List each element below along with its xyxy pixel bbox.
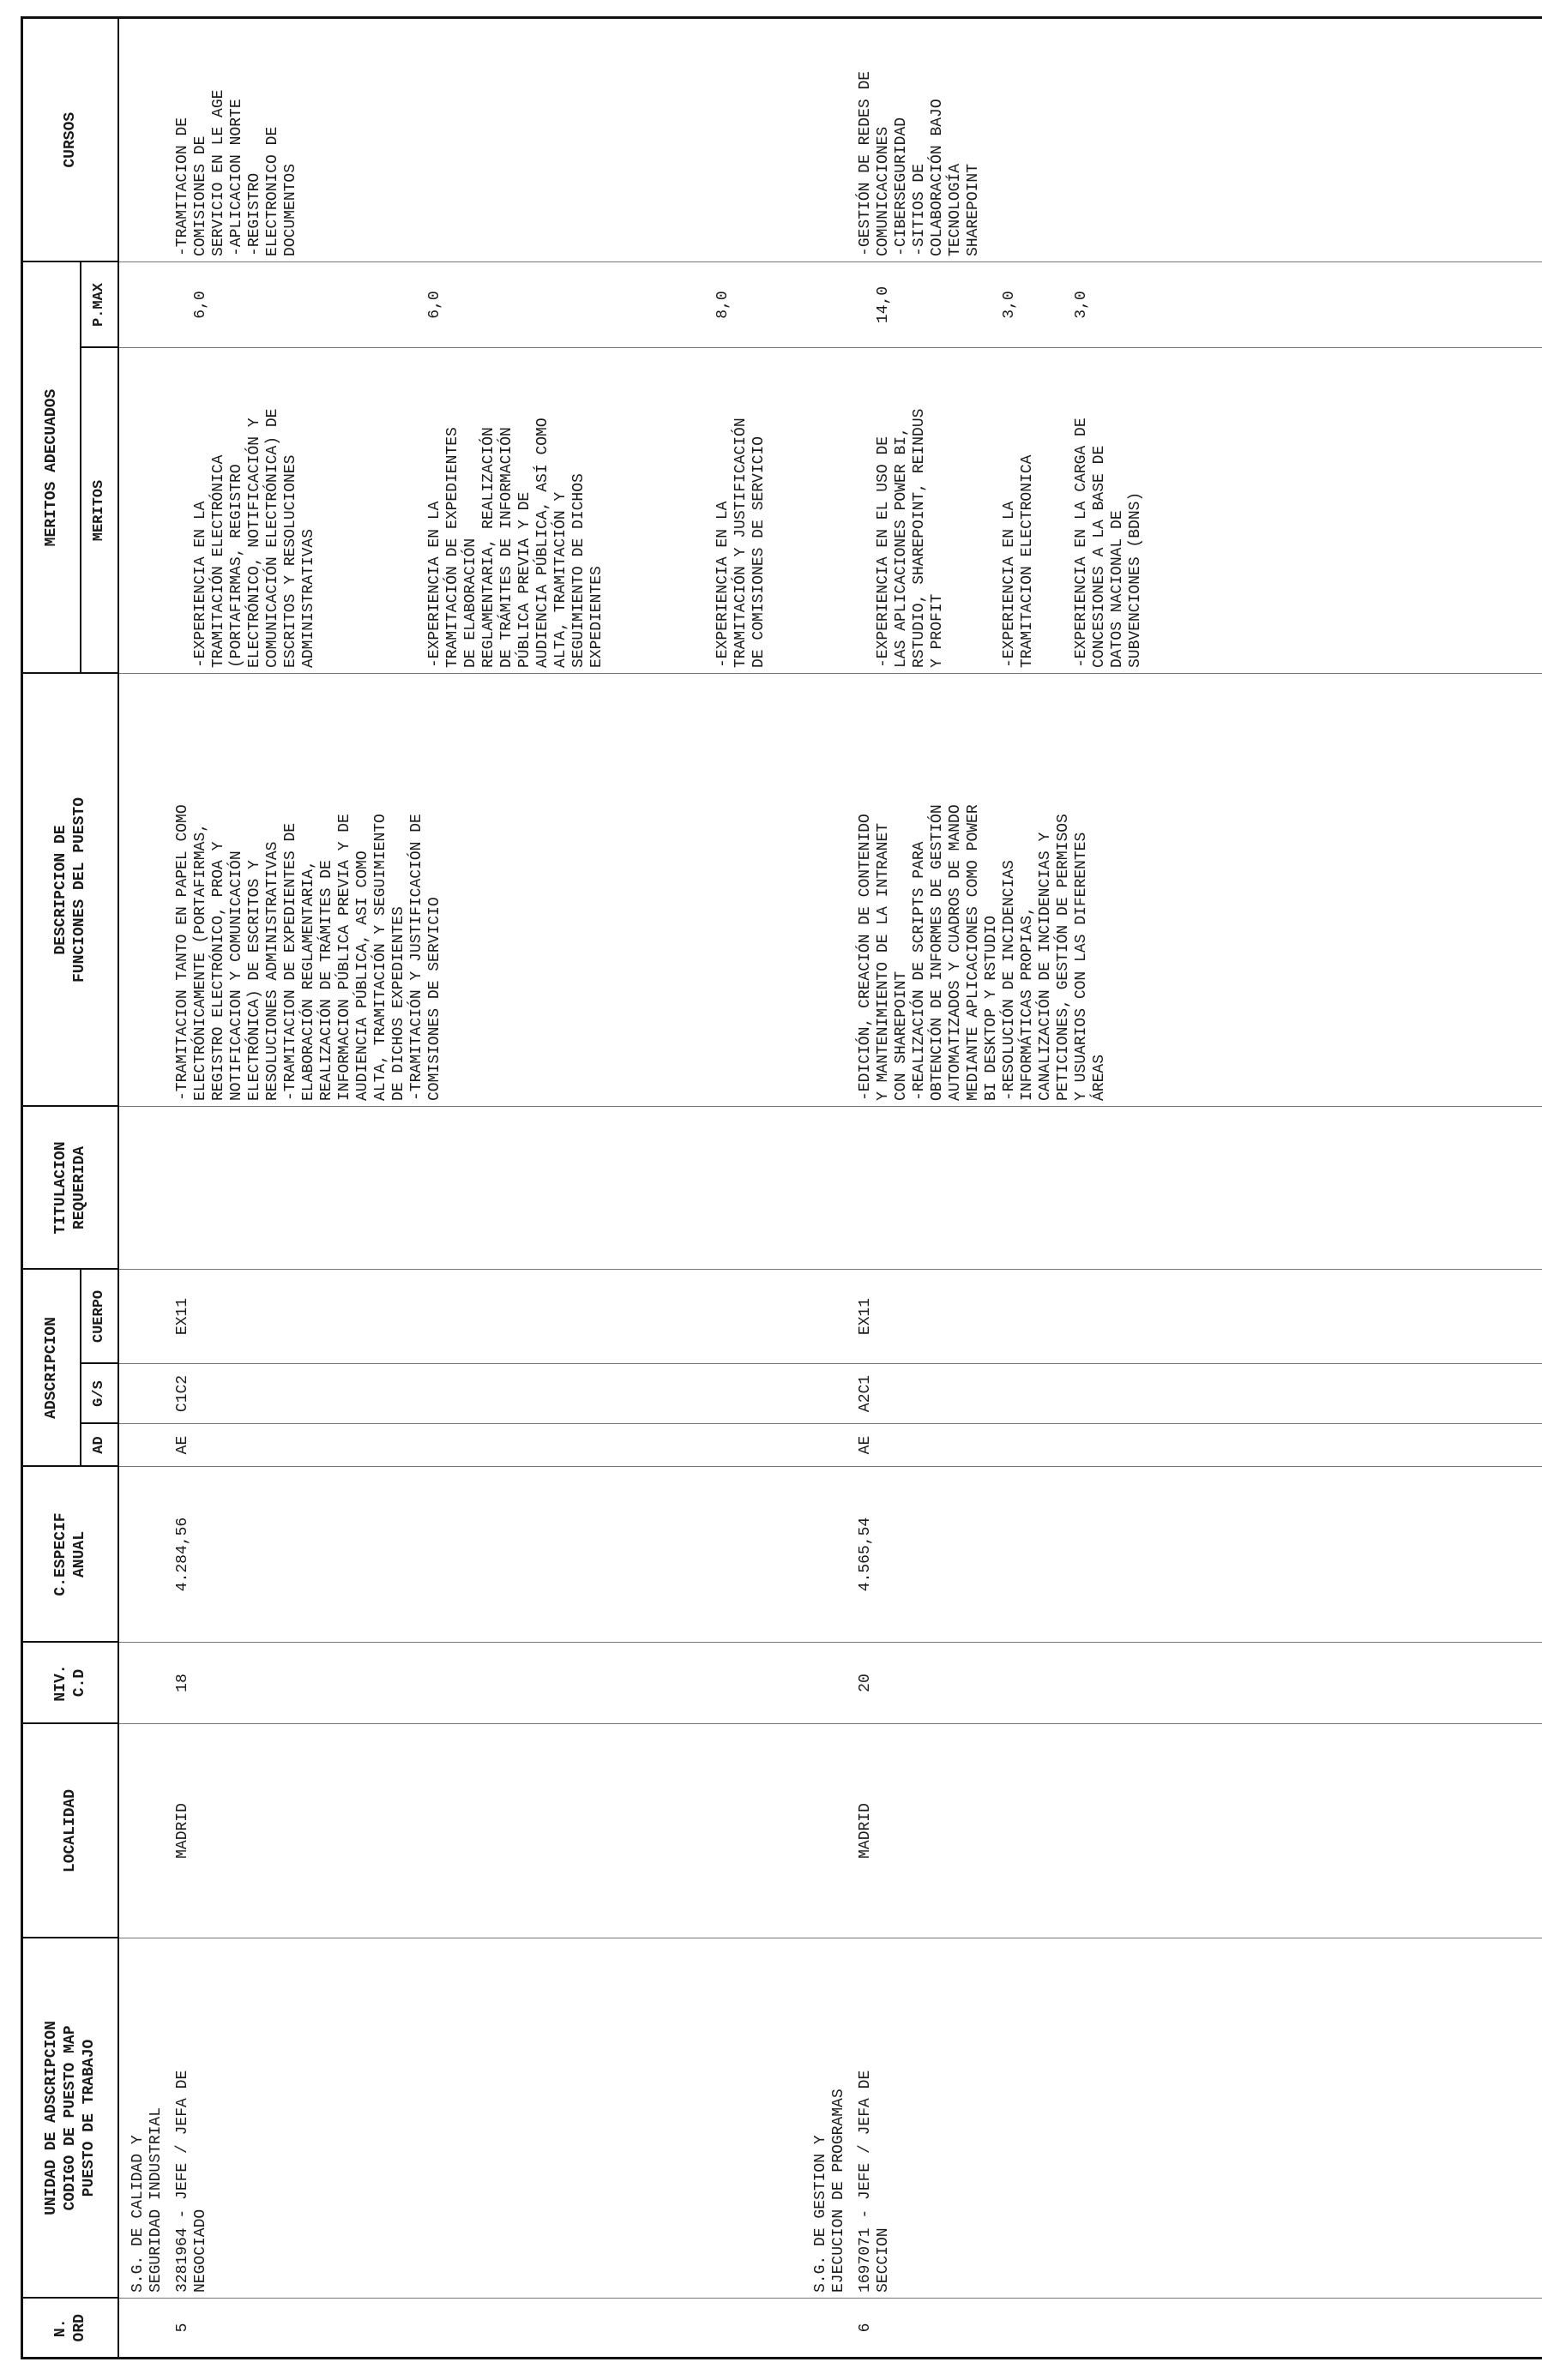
nivel-value: 18	[166, 1643, 802, 1724]
unit-row	[118, 17, 166, 2358]
header-ad: AD	[81, 1424, 118, 1467]
header-meritos-adecuados: MERITOS ADECUADOS	[22, 261, 81, 673]
gs-value: A2C1	[848, 1364, 1542, 1424]
job-positions-table	[21, 16, 1542, 2359]
merit-points: 6,0	[191, 291, 209, 319]
cuerpo-value: EX11	[166, 1270, 802, 1364]
pmax-cell	[848, 261, 1542, 347]
merit-points: 6,0	[425, 291, 443, 319]
order-number: 6	[848, 2299, 1542, 2359]
localidad-value: MADRID	[166, 1724, 802, 1938]
unit-name: S.G. DE CALIDAD Y SEGURIDAD INDUSTRIAL	[118, 1938, 166, 2299]
header-cuerpo: CUERPO	[81, 1270, 118, 1364]
c-especif-value: 4.565,54	[848, 1467, 1542, 1643]
meritos-cell	[166, 348, 802, 674]
merit-item: -EXPERIENCIA EN LA CARGA DE CONCESIONES A LA BASE DE DATOS NACIONAL DE SUBVENCIONES (BDNS)	[1072, 418, 1144, 668]
header-c-especif: C.ESPECIF ANUAL	[22, 1467, 118, 1643]
descripcion-text: -EDICIÓN, CREACIÓN DE CONTENIDO Y MANTENIMIENTO DE LA INTRANET CON SHAREPOINT -REALIZACIÓN DE SCRIPTS PARA OBTENCIÓN DE INFORMES DE GESTIÓN AUTOMATIZADOS Y CUADROS DE MANDO MEDIANTE APLICACIONES COMO POWER BI DESKTOP Y RSTUDIO -RESOLUCIÓN DE INCIDENCIAS INFORMÁTICAS PROPIAS, CANALIZACIÓN DE INCIDENCIAS Y PETICIONES, GESTIÓN DE PERMISOS Y USUARIOS CON LAS DIFERENTES ÁREAS	[848, 674, 1542, 1107]
header-descripcion: DESCRIPCION DE FUNCIONES DEL PUESTO	[22, 674, 118, 1107]
c-especif-value: 4.284,56	[166, 1467, 802, 1643]
header-cursos: CURSOS	[22, 17, 118, 261]
header-nivel: NIV. C.D	[22, 1643, 118, 1724]
pmax-cell	[166, 261, 802, 347]
titulacion-value	[166, 1107, 802, 1270]
table-row	[848, 17, 1542, 2358]
cuerpo-value: EX11	[848, 1270, 1542, 1364]
table-row	[166, 17, 802, 2358]
header-n-ord: N. ORD	[22, 2299, 118, 2359]
merit-item: -EXPERIENCIA EN LA TRAMITACION ELECTRONICA	[1000, 454, 1036, 668]
descripcion-text: -TRAMITACION TANTO EN PAPEL COMO ELECTRÓNICAMENTE (PORTAFIRMAS, REGISTRO ELECTRÓNICO, PROA Y NOTIFICACION Y COMUNICACIÓN ELECTRÓNICA) DE ESCRITOS Y RESOLUCIONES ADMINISTRATIVAS -TRAMITACION DE EXPEDIENTES DE ELABORACIÓN REGLAMENTARIA, REALIZACIÓN DE TRÁMITES DE INFORMACION PÚBLICA PREVIA Y DE AUDIENCIA PÚBLICA, ASI COMO ALTA, TRAMITACIÓN Y SEGUIMIENTO DE DICHOS EXPEDIENTES -TRAMITACIÓN Y JUSTIFICACIÓN DE COMISIONES DE SERVICIO	[166, 674, 802, 1107]
merit-points: 3,0	[1072, 291, 1090, 319]
titulacion-value	[848, 1107, 1542, 1270]
header-gs: G/S	[81, 1364, 118, 1424]
post-code: 3281964 - JEFE / JEFA DE NEGOCIADO	[166, 1938, 802, 2299]
gs-value: C1C2	[166, 1364, 802, 1424]
unit-name: S.G. DE GESTION Y EJECUCION DE PROGRAMAS	[802, 1938, 848, 2299]
merit-item: -EXPERIENCIA EN EL USO DE LAS APLICACIONES POWER BI, RSTUDIO, SHAREPOINT, REINDUS Y PROFIT	[874, 408, 946, 668]
post-code: 1697071 - JEFE / JEFA DE SECCION	[848, 1938, 1542, 2299]
meritos-cell	[848, 348, 1542, 674]
header-pmax: P.MAX	[81, 261, 118, 347]
merit-item: -EXPERIENCIA EN LA TRAMITACIÓN DE EXPEDIENTES DE ELABORACIÓN REGLAMENTARIA, REALIZACIÓN DE TRÁMITES DE INFORMACIÓN PÚBLICA PREVIA Y DE AUDIENCIA PÚBLICA, ASÍ COMO ALTA, TRAMITACIÓN Y SEGUIMIENTO DE DICHOS EXPEDIENTES	[425, 418, 605, 668]
nivel-value: 20	[848, 1643, 1542, 1724]
ad-value: AE	[166, 1424, 802, 1467]
unit-row	[802, 17, 848, 2358]
merit-item: -EXPERIENCIA EN LA TRAMITACIÓN ELECTRÓNICA (PORTAFIRMAS, REGISTRO ELECTRÓNICO, NOTIFICACIÓN Y COMUNICACIÓN ELECTRÓNICA) DE ESCRITOS Y RESOLUCIONES ADMINISTRATIVAS	[191, 408, 317, 668]
header-unidad: UNIDAD DE ADSCRIPCION CODIGO DE PUESTO MAP PUESTO DE TRABAJO	[22, 1938, 118, 2299]
header-meritos: MERITOS	[81, 348, 118, 674]
header-localidad: LOCALIDAD	[22, 1724, 118, 1938]
order-number: 5	[166, 2299, 802, 2359]
merit-item: -EXPERIENCIA EN LA TRAMITACIÓN Y JUSTIFICACIÓN DE COMISIONES DE SERVICIO	[714, 418, 768, 668]
merit-points: 3,0	[1000, 291, 1018, 319]
ad-value: AE	[848, 1424, 1542, 1467]
header-titulacion: TITULACION REQUERIDA	[22, 1107, 118, 1270]
merit-points: 14,0	[874, 285, 892, 324]
cursos-text: -GESTIÓN DE REDES DE COMUNICACIONES -CIBERSEGURIDAD -SITIOS DE COLABORACIÓN BAJO TECNOLOGÍA SHAREPOINT	[848, 17, 1542, 261]
header-adscripcion: ADSCRIPCION	[22, 1270, 81, 1467]
merit-points: 8,0	[714, 291, 732, 319]
localidad-value: MADRID	[848, 1724, 1542, 1938]
cursos-text: -TRAMITACION DE COMISIONES DE SERVICIO EN LE AGE -APLICACION NORTE -REGISTRO ELECTRONICO DE DOCUMENTOS	[166, 17, 802, 261]
